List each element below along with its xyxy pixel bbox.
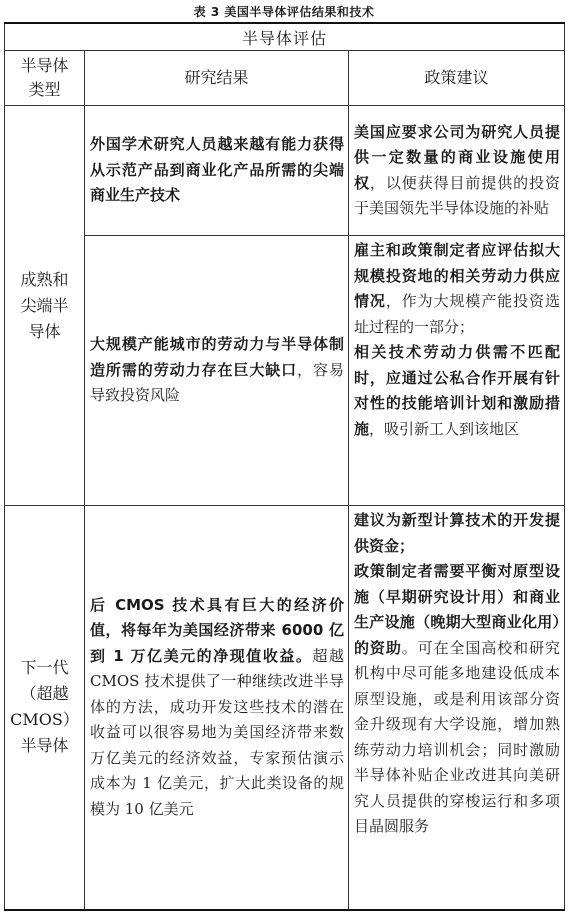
- type-cell-next-gen: [5, 506, 85, 910]
- header-findings: 研究结果: [85, 51, 349, 106]
- findings-normal: ，容易导致投资风险: [90, 360, 344, 405]
- findings-normal: 超越 CMOS 技术提供了一种继续改进半导体的方法，成功开发这些技术的潜在收益可以很容易地为美国经济带来数万亿美元的经济效益，专家预估演示成本为 1 亿美元，扩大此类设备的规模为 10 亿美元: [90, 646, 344, 818]
- header-recommendations: 政策建议: [349, 51, 565, 106]
- findings-bold: 后 CMOS 技术具有巨大的经济价值，将每年为美国经济带来 6000 亿到 1 万亿美元的净现值收益。: [90, 595, 344, 665]
- group-header-row: [5, 23, 565, 51]
- type-label-mature: 成熟和 尖端半 导体: [20, 269, 69, 341]
- recommendation-cell: [349, 506, 565, 910]
- recommendation-bold: 相关技术劳动力供需不匹配时，应通过公私合作开展有针对性的技能培训计划和激励措施: [354, 343, 560, 438]
- table-row: [5, 236, 565, 506]
- recommendation-bold: 美国应要求公司为研究人员提供一定数量的商业设施使用权: [354, 122, 560, 192]
- findings-bold: 大规模产能城市的劳动力与半导体制造所需的劳动力存在巨大缺口: [90, 335, 344, 379]
- findings-cell: [85, 506, 349, 910]
- table-caption: 表 3 美国半导体评估结果和技术: [193, 5, 375, 19]
- header-type-text: 半导体 类型: [20, 56, 69, 99]
- semiconductor-assessment-table: [4, 22, 565, 911]
- recommendation-normal: 。可在全国高校和研究机构中尽可能多地建设低成本原型设施，或是利用该部分资金升级现有大学设施，增加熟练劳动力培训机会；同时激励半导体补贴企业改进其向美研究人员提供的穿梭运行和多项目晶圆服务: [354, 638, 560, 835]
- findings-cell: [85, 236, 349, 506]
- recommendation-normal: ，以便获得目前提供的投资于美国领先半导体设施的补贴: [354, 173, 560, 217]
- type-cell-mature: [5, 106, 85, 506]
- recommendation-cell: [349, 106, 565, 236]
- group-header: 半导体评估: [5, 23, 565, 51]
- findings-cell: [85, 106, 349, 236]
- recommendation-bold: 建议为新型计算技术的开发提供资金；: [354, 511, 560, 555]
- recommendation-bold: 雇主和政策制定者应评估拟大规模投资地的相关劳动力供应情况: [354, 241, 560, 310]
- recommendation-bold: 政策制定者需要平衡对原型设施（早期研究设计用）和商业生产设施（晚期大型商业化用）的资助: [354, 562, 560, 657]
- type-label-next-gen: 下一代 （超越 CMOS） 半导体: [10, 658, 79, 756]
- header-type: [5, 51, 85, 106]
- recommendation-normal: ，作为大规模产能投资选址过程的一部分；: [354, 292, 560, 336]
- recommendation-cell: [349, 236, 565, 506]
- findings-bold: 外国学术研究人员越来越有能力获得从示范产品到商业化产品所需的尖端商业生产技术: [90, 135, 344, 205]
- recommendation-normal: ，吸引新工人到该地区: [369, 419, 520, 438]
- column-header-row: [5, 51, 565, 106]
- table-row: [5, 106, 565, 236]
- table-row: [5, 506, 565, 910]
